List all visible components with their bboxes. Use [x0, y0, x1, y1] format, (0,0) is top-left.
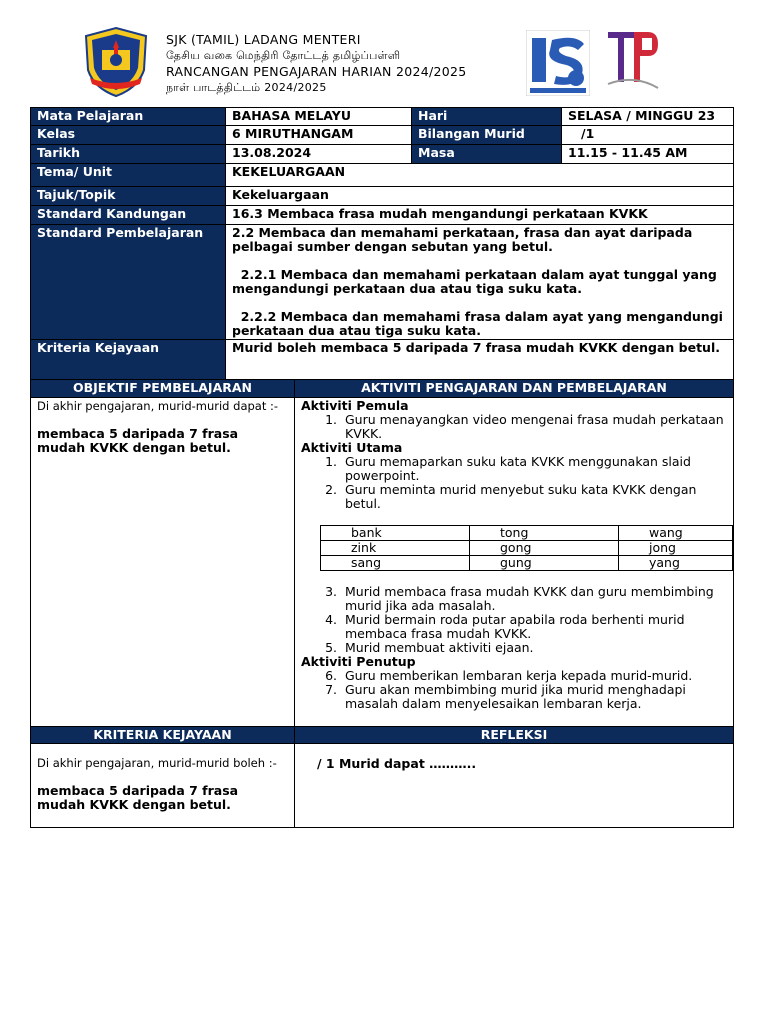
list-item: 6. Guru memberikan lembaran kerja kepada murid-murid. [341, 669, 733, 683]
criteria-heading: KRITERIA KEJAYAAN [31, 727, 295, 744]
evaluation-table [30, 726, 734, 828]
list-item: 5. Murid membuat aktiviti ejaan. [341, 641, 733, 655]
school-crest-logo [80, 26, 152, 98]
reflection-heading: REFLEKSI [295, 727, 734, 744]
list-item: 4. Murid bermain roda putar apabila roda berhenti murid membaca frasa mudah KVKK. [341, 613, 733, 641]
pemula-title: Aktiviti Pemula [301, 398, 409, 413]
ls25-logo [526, 30, 590, 96]
tp-logo [604, 28, 662, 94]
school-title-block [166, 32, 467, 96]
kk-value: Murid boleh membaca 5 daripada 7 frasa mudah KVKK dengan betul. [226, 340, 734, 384]
date-label: Tarikh [31, 145, 226, 164]
day-label: Hari [412, 108, 562, 126]
date-value: 13.08.2024 [226, 145, 412, 164]
sp-value [226, 225, 734, 340]
table-cell: wang [619, 526, 733, 541]
topic-value: Kekeluargaan [226, 187, 734, 206]
theme-value: KEKELUARGAAN [226, 164, 734, 187]
sk-value: 16.3 Membaca frasa mudah mengandungi perkataan KVKK [226, 206, 734, 225]
day-value: SELASA / MINGGU 23 [562, 108, 734, 126]
objective-cell [31, 398, 295, 727]
list-item: 2. Guru meminta murid menyebut suku kata KVKK dengan betul. [341, 483, 733, 511]
class-label: Kelas [31, 126, 226, 145]
theme-label: Tema/ Unit [31, 164, 226, 187]
lesson-info-table [30, 107, 734, 384]
table-cell: bank [321, 526, 470, 541]
objective-heading: OBJEKTIF PEMBELAJARAN [31, 380, 295, 398]
objective-intro: Di akhir pengajaran, murid-murid dapat :- [37, 399, 279, 413]
activities-cell [295, 398, 734, 727]
page-header [80, 26, 730, 98]
utama-list [341, 455, 733, 511]
subject-value: BAHASA MELAYU [226, 108, 412, 126]
students-label: Bilangan Murid [412, 126, 562, 145]
pemula-list [341, 413, 733, 441]
criteria-intro: Di akhir pengajaran, murid-murid boleh :- [37, 756, 277, 770]
table-cell: zink [321, 541, 470, 556]
sk-label: Standard Kandungan [31, 206, 226, 225]
school-name-tamil: தேசிய வகை மெந்திரி தோட்டத் தமிழ்ப்பள்ளி [166, 49, 401, 62]
class-value: 6 MIRUTHANGAM [226, 126, 412, 145]
list-item: 3. Murid membaca frasa mudah KVKK dan guru membimbing murid jika ada masalah. [341, 585, 733, 613]
criteria-cell [31, 744, 295, 828]
kk-label: Kriteria Kejayaan [31, 340, 226, 384]
time-value: 11.15 - 11.45 AM [562, 145, 734, 164]
sp-item-2: 2.2.1 Membaca dan memahami perkataan dalam ayat tunggal yang mengandungi perkataan dua atau tiga suku kata. [232, 267, 722, 296]
plan-title-tamil: நாள் பாடத்திட்டம் 2024/2025 [166, 81, 327, 94]
lesson-body-table [30, 379, 734, 727]
table-row [321, 541, 733, 556]
objective-text: membaca 5 daripada 7 frasa mudah KVKK dengan betul. [37, 426, 239, 455]
table-row [321, 556, 733, 571]
time-label: Masa [412, 145, 562, 164]
table-cell: gung [470, 556, 619, 571]
sp-label: Standard Pembelajaran [31, 225, 226, 340]
table-cell: gong [470, 541, 619, 556]
sp-item-3: 2.2.2 Membaca dan memahami frasa dalam ayat yang mengandungi perkataan dua atau tiga suku kata. [232, 309, 728, 338]
utama-title: Aktiviti Utama [301, 440, 403, 455]
activities-heading: AKTIVITI PENGAJARAN DAN PEMBELAJARAN [295, 380, 734, 398]
school-name: SJK (TAMIL) LADANG MENTERI [166, 32, 361, 47]
table-cell: jong [619, 541, 733, 556]
table-cell: tong [470, 526, 619, 541]
list-item: 1. Guru menayangkan video mengenai frasa mudah perkataan KVKK. [341, 413, 733, 441]
subject-label: Mata Pelajaran [31, 108, 226, 126]
penutup-list [341, 669, 733, 711]
topic-label: Tajuk/Topik [31, 187, 226, 206]
word-table [320, 525, 733, 571]
plan-title: RANCANGAN PENGAJARAN HARIAN 2024/2025 [166, 64, 467, 79]
reflection-text: / 1 Murid dapat ……….. [317, 756, 477, 771]
students-value: /1 [562, 126, 734, 145]
sp-item-1: 2.2 Membaca dan memahami perkataan, frasa dan ayat daripada pelbagai sumber dengan sebutan yang betul. [232, 225, 693, 254]
criteria-text: membaca 5 daripada 7 frasa mudah KVKK dengan betul. [37, 783, 239, 812]
reflection-cell [295, 744, 734, 828]
penutup-title: Aktiviti Penutup [301, 654, 416, 669]
table-cell: yang [619, 556, 733, 571]
utama-list-continued [341, 585, 733, 655]
list-item: 7. Guru akan membimbing murid jika murid menghadapi masalah dalam menyelesaikan lembaran kerja. [341, 683, 733, 711]
table-row [321, 526, 733, 541]
list-item: 1. Guru memaparkan suku kata KVKK menggunakan slaid powerpoint. [341, 455, 733, 483]
table-cell: sang [321, 556, 470, 571]
